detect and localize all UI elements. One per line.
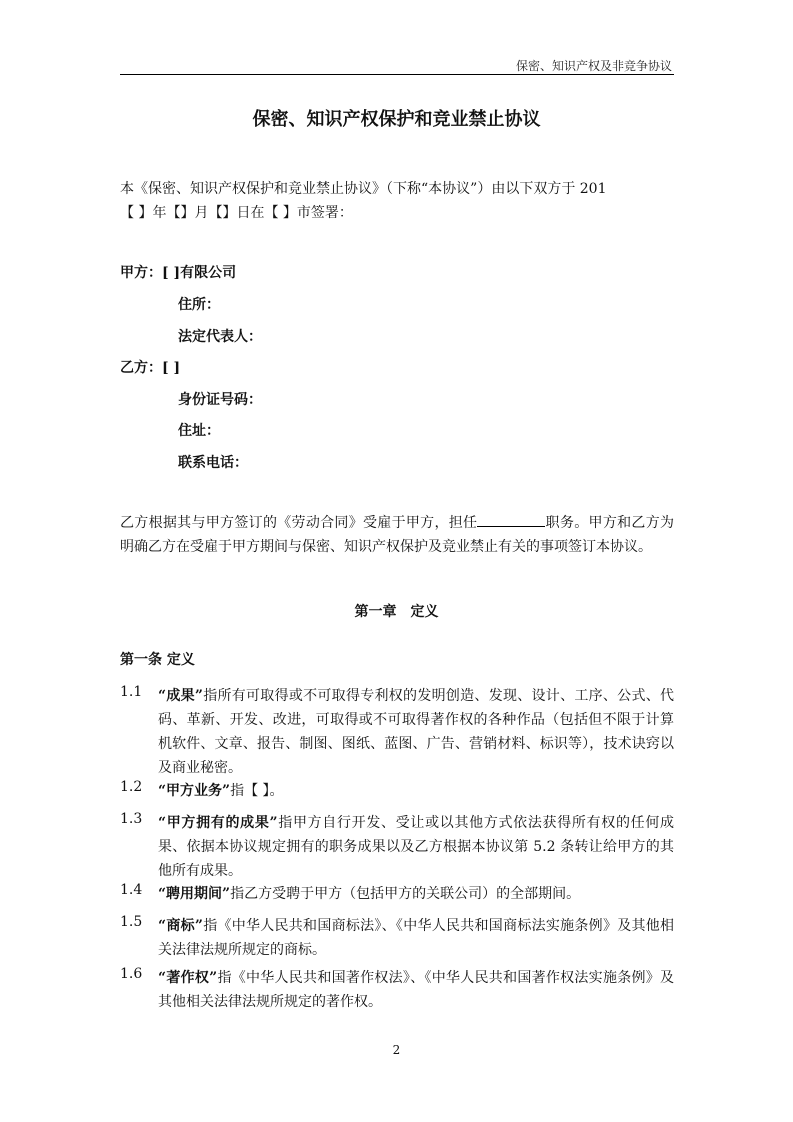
definition-text: 指【 】。 [230,783,284,799]
document-title: 保密、知识产权保护和竞业禁止协议 [252,109,541,130]
employment-text-1: 乙方根据其与甲方签订的《劳动合同》受雇于甲方，担任 [120,515,478,531]
definition-text: 指甲方自行开发、受让或以其他方式依法获得所有权的任何成果、依据本协议规定拥有的职务成果以及乙方根据本协议第 5.2 条转让给甲方的其他所有成果。 [158,815,675,879]
party-b-phone: 联系电话： [178,455,248,471]
party-b-address: 住址： [178,423,220,439]
definition-item-1-4 [120,882,674,906]
definition-text: 指《中华人民共和国著作权法》、《中华人民共和国著作权法实施条例》及其他相关法律法规所规定的著作权。 [158,970,675,1010]
party-a-representative: 法定代表人： [178,329,262,345]
definition-number: 1.6 [120,966,143,982]
party-a-address: 住所： [178,297,220,313]
intro-line-1: 本《保密、知识产权保护和竞业禁止协议》（下称“本协议”）由以下双方于 201 [120,181,607,197]
definition-term: “甲方业务” [158,783,231,799]
employment-paragraph [120,511,674,559]
definition-number: 1.5 [120,914,143,930]
definition-term: “聘用期间” [158,886,231,902]
page-number: 2 [392,1043,401,1057]
intro-paragraph [120,177,674,225]
intro-line-2: 【 】年【】月【】日在【 】市签署： [120,205,353,221]
definition-item-1-6 [120,966,674,1014]
running-header: 保密、知识产权及非竞争协议 [515,59,672,73]
definition-item-1-5 [120,914,674,962]
definition-term: “商标” [158,918,203,934]
definition-term: “著作权” [158,970,218,986]
definition-number: 1.1 [120,684,143,700]
employment-text-2: 职务。甲方和乙方为明确乙方在受雇于甲方期间与保密、知识产权保护及竞业禁止有关的事项签订本协议。 [120,515,675,555]
party-b-id-number: 身份证号码： [178,392,262,408]
definition-term: “成果” [158,688,203,704]
definition-item-1-3 [120,811,674,883]
definition-text: 指乙方受聘于甲方（包括甲方的关联公司）的全部期间。 [230,886,581,902]
position-blank [477,512,545,527]
definition-term: “甲方拥有的成果” [158,815,278,831]
party-b-label: 乙方：[ ] [120,360,181,376]
definition-number: 1.4 [120,882,143,898]
definition-item-1-2 [120,779,674,803]
chapter-heading: 第一章 定义 [354,604,439,620]
header-rule [120,74,674,75]
definition-number: 1.2 [120,779,143,795]
definition-item-1-1 [120,684,674,780]
party-a-label: 甲方：[ ]有限公司 [120,265,237,281]
article-heading: 第一条 定义 [120,652,195,668]
definition-text: 指《中华人民共和国商标法》、《中华人民共和国商标法实施条例》及其他相关法律法规所规定的商标。 [158,918,675,958]
definition-text: 指所有可取得或不可取得专利权的发明创造、发现、设计、工序、公式、代码、革新、开发、改进，可取得或不可取得著作权的各种作品（包括但不限于计算机软件、文章、报告、制图、图纸、蓝图、广告、营销材料、标识等），技术诀窍以及商业秘密。 [158,688,675,776]
definition-number: 1.3 [120,811,143,827]
